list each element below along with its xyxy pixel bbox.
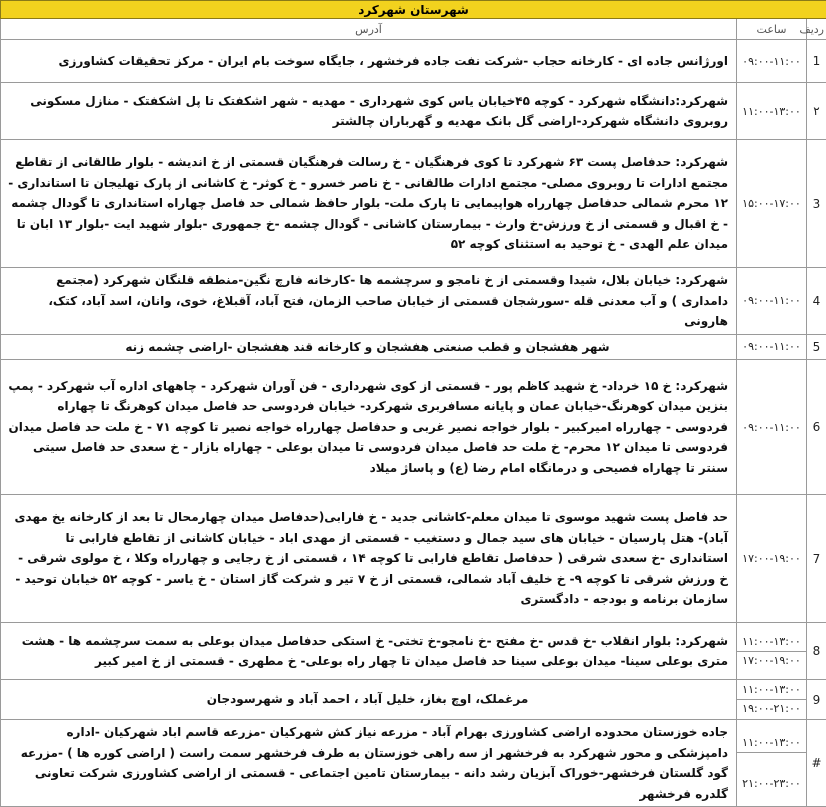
row-time: ۰۹:۰۰-۱۱:۰۰: [737, 268, 807, 335]
table-row: [1, 360, 826, 495]
table-row: [1, 495, 826, 623]
row-address: شهرکرد:دانشگاه شهرکرد - کوچه ۴۵خیابان یاس کوی شهرداری - مهدیه - شهر اشکفتک تا پل اشکفتک - منازل مسکونی روبروی دانشگاه شهرکرد-اراضی گل بانک مهدیه و گهرباران چالشتر: [1, 83, 737, 140]
row-address: جاده خوزستان محدوده اراضی کشاورزی بهرام آباد - مزرعه نیاز کش شهرکیان -مزرعه قاسم اباد شهرکیان -اداره دامپزشکی و محور شهرکرد به فرخشهر از سه راهی خوزستان به طرف فرخشهر سمت راست ( اراضی کوره ها ) -مزرعه گود گلستان فرخشهر-خوراک آبزیان رشد دانه - بیمارستان تامین اجتماعی - قسمتی از اراضی کشاورزی شرکت تعاونی گلدره فرخشهر: [1, 720, 737, 807]
table-row: [1, 720, 826, 807]
table-row: [1, 623, 826, 680]
row-number: 6: [807, 360, 826, 495]
row-address: اورژانس جاده ای - کارخانه حجاب -شرکت نفت جاده فرخشهر ، جایگاه سوخت بام ایران - مرکز تحقیقات کشاورزی: [1, 40, 737, 83]
row-time: ۰۹:۰۰-۱۱:۰۰: [737, 334, 807, 360]
table-row: [1, 140, 826, 268]
row-number: 3: [807, 140, 826, 268]
row-time-first: ۱۱:۰۰-۱۳:۰۰: [737, 633, 806, 652]
table-row: [1, 83, 826, 140]
row-time: ۱۱:۰۰-۱۳:۰۰: [737, 83, 807, 140]
row-address: حد فاصل پست شهید موسوی تا میدان معلم-کاشانی جدید - خ فارابی(حدفاصل میدان چهارمحال تا بعد از کارخانه یخ مهدی آباد)- هتل پارسیان - خیابان های سید جمال و دستغیب - قسمتی از مهدی اباد - خیابان کاشانی از تقاطع فارابی تا استانداری -خ سعدی شرقی ( حدفاصل تقاطع فارابی تا کوچه ۱۴ ، قسمتی از خ رجایی و چهارراه وکلا ، خ مولوی شرقی - خ ورزش شرقی تا کوچه ۹- خ خلیف آباد شمالی، قسمتی از خ ۷ تیر و شرکت گاز استان - خ یاسر - کوچه ۵۲ خیابان توحید - سازمان برنامه و بودجه - دادگستری: [1, 495, 737, 623]
row-number: 5: [807, 334, 826, 360]
row-time: ۰۹:۰۰-۱۱:۰۰: [737, 40, 807, 83]
row-time-second: ۲۱:۰۰-۲۳:۰۰: [737, 753, 806, 793]
row-address: شهر هفشجان و قطب صنعتی هفشجان و کارخانه قند هفشجان -اراضی چشمه زنه: [1, 334, 737, 360]
row-number: 8: [807, 623, 826, 680]
row-address: شهرکرد: خیابان بلال، شیدا وقسمتی از خ نامجو و سرچشمه ها -کارخانه فارچ نگین-منطقه قلنگان شهرکرد (مجتمع دامداری ) و آب معدنی قله -سورشجان قسمتی از خیابان صاحب الزمان، فتح آباد، آقبلاغ، خوی، وانان، اسد آباد، کتک، هارونی: [1, 268, 737, 335]
row-address: مرغملک، اوچ بغاز، خلیل آباد ، احمد آباد و شهرسودجان: [1, 680, 737, 720]
row-number: 9: [807, 680, 826, 720]
row-time-cell: [737, 623, 807, 680]
row-time: ۱۵:۰۰-۱۷:۰۰: [737, 140, 807, 268]
row-time: ۰۹:۰۰-۱۱:۰۰: [737, 360, 807, 495]
row-number: 7: [807, 495, 826, 623]
table-title: شهرستان شهرکرد: [1, 1, 826, 19]
row-time-second: ۱۷:۰۰-۱۹:۰۰: [737, 652, 806, 670]
table-row: [1, 334, 826, 360]
header-row: [1, 19, 826, 40]
row-number: ۲: [807, 83, 826, 140]
row-time-first: ۱۱:۰۰-۱۳:۰۰: [737, 681, 806, 700]
row-address: شهرکرد: حدفاصل پست ۶۳ شهرکرد تا کوی فرهنگیان - خ رسالت فرهنگیان قسمتی از خ اندیشه - بلوار طالقانی از تقاطع مجتمع ادارات تا روبروی مصلی- مجتمع ادارات طالقانی - خ ناصر خسرو - خ کوثر- خ کاشانی از پارک تهلیجان تا استانداری - ۱۲ محرم شمالی حدفاصل چهارراه هواپیمایی تا پارک ملت- بلوار حافظ شمالی حد فاصل چهاراه استانداری تا گودال چشمه - خ اقبال و قسمتی از خ ورزش-خ وارث - بیمارستان کاشانی - گودال چشمه -خ جمهوری -بلوار شهید ایت -بلوار ۱۳ ابان تا میدان علم الهدی - خ توحید به استثنای کوچه ۵۲: [1, 140, 737, 268]
table-row: [1, 680, 826, 720]
header-row-number: ردیف: [807, 19, 826, 40]
table-row: [1, 268, 826, 335]
row-time-first: ۱۱:۰۰-۱۳:۰۰: [737, 734, 806, 753]
table-row: [1, 40, 826, 83]
row-number: 1: [807, 40, 826, 83]
header-time: ساعت: [737, 19, 807, 40]
row-time: ۱۷:۰۰-۱۹:۰۰: [737, 495, 807, 623]
row-time-cell: [737, 720, 807, 807]
row-address: شهرکرد: بلوار انقلاب -خ قدس -خ مفتح -خ نامجو-خ تختی- خ استکی حدفاصل میدان بوعلی به سمت سرچشمه ها - هشت متری بوعلی سینا- میدان بوعلی سینا حد فاصل میدان تا چهار راه بوعلی- خ مطهری - قسمتی از خ امیر کبیر: [1, 623, 737, 680]
row-address: شهرکرد: خ ۱۵ خرداد- خ شهید کاظم پور - قسمتی از کوی شهرداری - فن آوران شهرکرد - چاههای اداره آب شهرکرد - پمپ بنزین میدان کوهرنگ-خیابان عمان و پایانه مسافربری شهرکرد- خیابان فردوسی حد فاصل میدان کوهرنگ تا چهاراه فردوسی - چهارراه امیرکبیر - بلوار خواجه نصیر غربی و حدفاصل چهارراه خواجه نصیر تا کوچه ۷۱ - خ ملت حد فاصل میدان فردوسی تا میدان ۱۲ محرم- خ ملت حد فاصل میدان فردوسی تا میدان بوعلی - چهاراه بازار - خ سعدی حد فاصل سیتی سنتر تا چهاراه فصیحی و درمانگاه امام رضا (ع) و پاساژ میلاد: [1, 360, 737, 495]
row-time-second: ۱۹:۰۰-۲۱:۰۰: [737, 700, 806, 718]
row-number: 4: [807, 268, 826, 335]
title-row: [1, 1, 826, 19]
row-number: #: [807, 720, 826, 807]
row-time-cell: [737, 680, 807, 720]
header-address: آدرس: [1, 19, 737, 40]
